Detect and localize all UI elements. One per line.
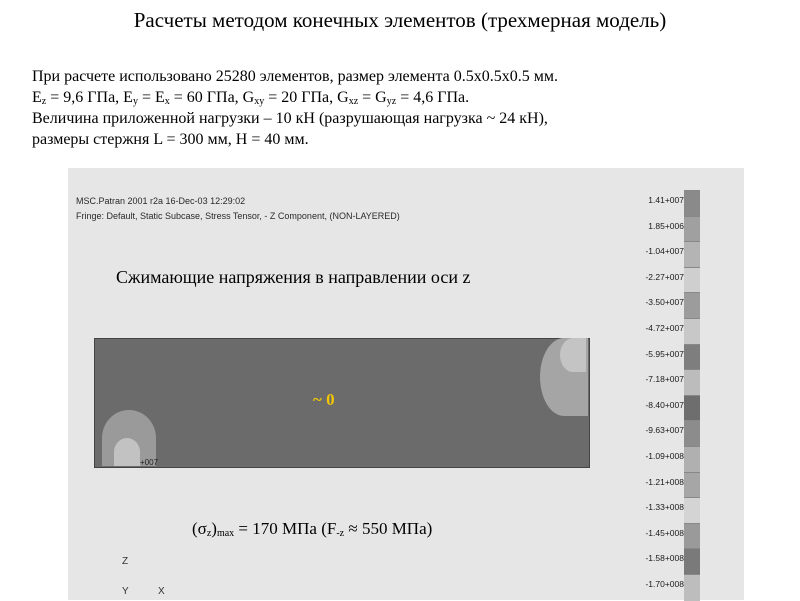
max-stress-formula: $(\sigma_z)_{max} = 170$ МПа ($F_{-z} \approx 550$ МПа) — [192, 519, 433, 539]
legend-value: -4.72+007 — [645, 323, 684, 333]
legend-swatch — [684, 497, 700, 524]
legend-swatch — [684, 420, 700, 447]
legend-swatch — [684, 523, 700, 550]
legend-value: -1.21+008 — [645, 476, 684, 487]
axis-z-label: Z — [122, 556, 129, 567]
legend-swatch — [684, 241, 700, 268]
elements-info: При расчете использовано 25280 элементов, размер элемента 0.5х0.5х0.5 мм. — [32, 68, 558, 85]
legend-value: -1.58+008 — [645, 553, 684, 564]
stress-zone-left-core — [114, 438, 140, 466]
material-properties: $E_z = 9,6$ ГПа, $E_y = E_x = 60$ ГПа, $G_{xy} = 20$ ГПа, $G_{xz} = G_{yz} = 4,6$ ГПа. — [32, 89, 470, 107]
rod-dimensions: размеры стержня L = 300 мм, H = 40 мм. — [32, 131, 309, 148]
legend-swatch — [684, 190, 700, 217]
legend-value: 1.85+006 — [648, 220, 684, 231]
legend-swatch — [684, 267, 700, 294]
legend-value: -9.63+007 — [645, 425, 684, 436]
legend-color-bar — [684, 190, 700, 600]
legend-value: -3.50+007 — [645, 297, 684, 308]
beam-model — [94, 338, 590, 468]
legend-value: -1.33+008 — [645, 502, 684, 513]
zero-stress-label: ~ 0 — [313, 390, 335, 409]
legend-swatch — [684, 395, 700, 422]
axis-y-label: Y — [122, 586, 129, 597]
legend-swatch — [684, 548, 700, 575]
legend-swatch — [684, 446, 700, 473]
legend-value: 1.41+007 — [648, 195, 684, 205]
legend-value: -2.27+007 — [645, 271, 684, 282]
node-value-label: +007 — [140, 458, 159, 467]
axis-x-label: X — [158, 586, 165, 597]
load-info: Величина приложенной нагрузки – 10 кН (разрушающая нагрузка ~ 24 кН), — [32, 110, 548, 127]
legend-swatch — [684, 292, 700, 319]
stress-caption: Сжимающие напряжения в направлении оси z — [116, 267, 471, 287]
legend-swatch — [684, 574, 700, 601]
legend-value: -5.95+007 — [645, 348, 684, 359]
legend-value: -1.04+007 — [645, 246, 684, 257]
patran-version: MSC.Patran 2001 r2a 16-Dec-03 12:29:02 — [76, 196, 246, 206]
legend-value: -1.45+008 — [645, 527, 684, 538]
description — [32, 66, 782, 150]
legend-swatch — [684, 318, 700, 345]
legend-value: -1.70+008 — [645, 579, 684, 589]
legend-value: -7.18+007 — [645, 374, 684, 385]
patran-fringe: Fringe: Default, Static Subcase, Stress Tensor, - Z Component, (NON-LAYERED) — [76, 211, 400, 221]
stress-zone-right-core — [560, 338, 586, 372]
legend-swatch — [684, 216, 700, 243]
legend-swatch — [684, 369, 700, 396]
page-title: Расчеты методом конечных элементов (трехмерная модель) — [133, 8, 667, 32]
legend-value: -8.40+007 — [645, 399, 684, 410]
legend-swatch — [684, 344, 700, 371]
patran-header — [76, 194, 400, 224]
legend-value: -1.09+008 — [645, 451, 684, 461]
legend-swatch — [684, 472, 700, 499]
